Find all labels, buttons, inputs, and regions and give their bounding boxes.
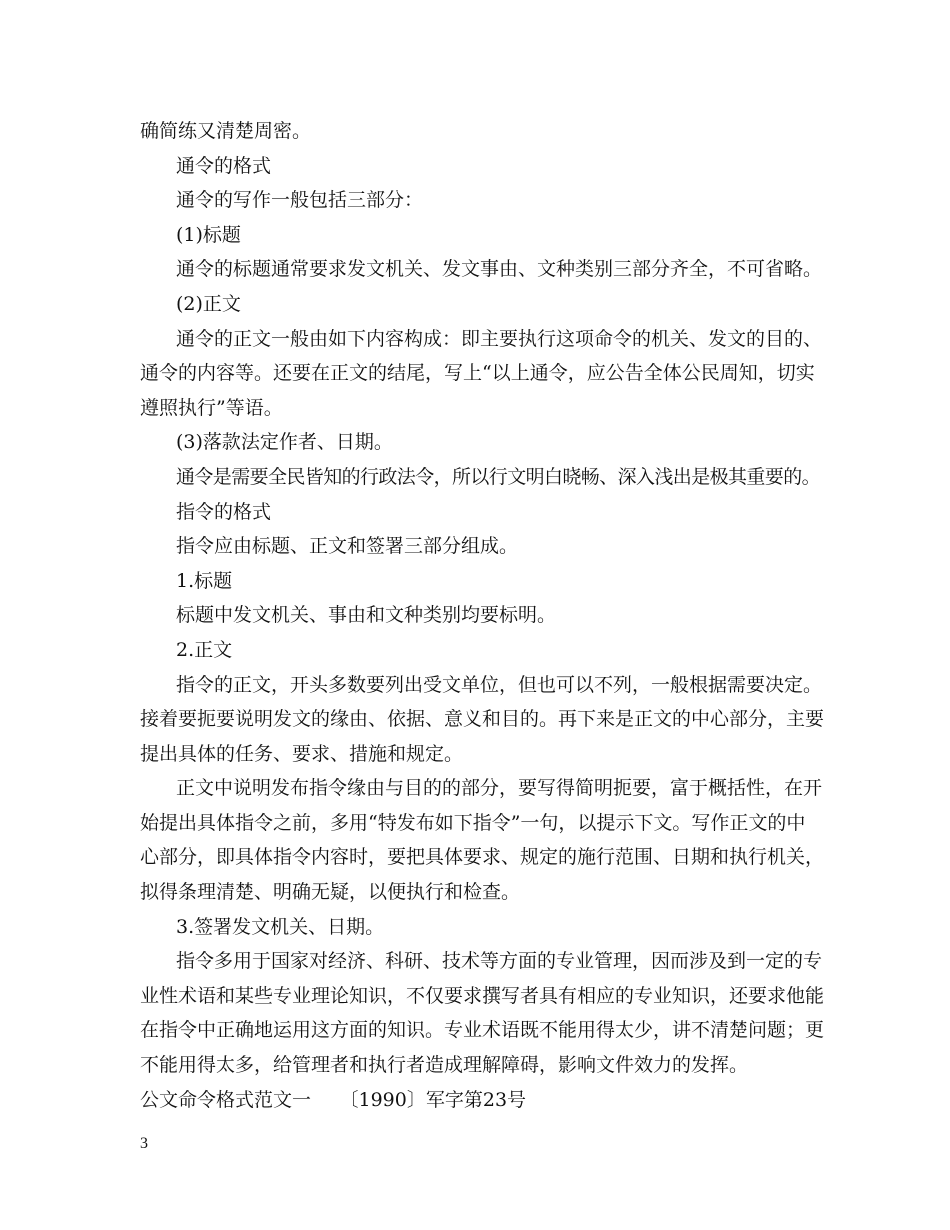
body-text-line: 指令应由标题、正文和签署三部分组成。 xyxy=(176,535,519,558)
body-text-line: 通令是需要全民皆知的行政法令，所以行文明白晓畅、深入浅出是极其重要的。 xyxy=(176,465,821,488)
body-text-line: 遵照执行”等语。 xyxy=(140,396,283,419)
body-text-line: 始提出具体指令之前，多用“特发布如下指令”一句，以提示下文。写作正文的中 xyxy=(140,811,806,834)
body-text-line: 心部分，即具体指令内容时，要把具体要求、规定的施行范围、日期和执行机关， xyxy=(140,846,825,869)
body-text-line: 正文中说明发布指令缘由与目的的部分，要写得简明扼要，富于概括性，在开 xyxy=(176,777,823,800)
page-number: 3 xyxy=(140,1135,148,1152)
subsection-heading: (3)落款法定作者、日期。 xyxy=(176,431,393,454)
body-text-line: 通令的标题通常要求发文机关、发文事由、文种类别三部分齐全，不可省略。 xyxy=(176,258,823,281)
subsection-heading: (1)标题 xyxy=(176,223,241,246)
subsection-heading: 1.标题 xyxy=(176,569,233,592)
body-text-line: 确简练又清楚周密。 xyxy=(140,120,312,142)
body-text-line: 通令的写作一般包括三部分： xyxy=(176,189,424,212)
section-heading: 通令的格式 xyxy=(176,154,272,177)
section-heading: 指令的格式 xyxy=(176,500,272,523)
body-text-line: 指令多用于国家对经济、科研、技术等方面的专业管理，因而涉及到一定的专 xyxy=(176,950,823,973)
document-body xyxy=(140,114,830,1117)
body-text-line: 在指令中正确地运用这方面的知识。专业术语既不能用得太少，讲不清楚问题；更 xyxy=(140,1019,825,1042)
subsection-heading: 2.正文 xyxy=(176,638,233,661)
subsection-heading: 3.签署发文机关、日期。 xyxy=(176,915,385,938)
body-text-line: 指令的正文，开头多数要列出受文单位，但也可以不列，一般根据需要决定。 xyxy=(176,673,823,696)
body-text-line: 通令的正文一般由如下内容构成：即主要执行这项命令的机关、发文的目的、 xyxy=(176,327,823,350)
body-text-line: 标题中发文机关、事由和文种类别均要标明。 xyxy=(176,604,557,627)
body-text-line: 业性术语和某些专业理论知识，不仅要求撰写者具有相应的专业知识，还要求他能 xyxy=(140,984,825,1007)
body-text-line: 提出具体的任务、要求、措施和规定。 xyxy=(140,742,464,765)
body-text-line: 通令的内容等。还要在正文的结尾，写上“以上通令，应公告全体公民周知，切实 xyxy=(140,362,815,385)
subsection-heading: (2)正文 xyxy=(176,292,241,315)
example-heading: 公文命令格式范文一 〔1990〕军字第23号 xyxy=(140,1088,527,1111)
body-text-line: 不能用得太多，给管理者和执行者造成理解障碍，影响文件效力的发挥。 xyxy=(140,1054,749,1077)
body-text-line: 接着要扼要说明发文的缘由、依据、意义和目的。再下来是正文的中心部分，主要 xyxy=(140,708,825,731)
body-text-line: 拟得条理清楚、明确无疑，以便执行和检查。 xyxy=(140,881,521,904)
